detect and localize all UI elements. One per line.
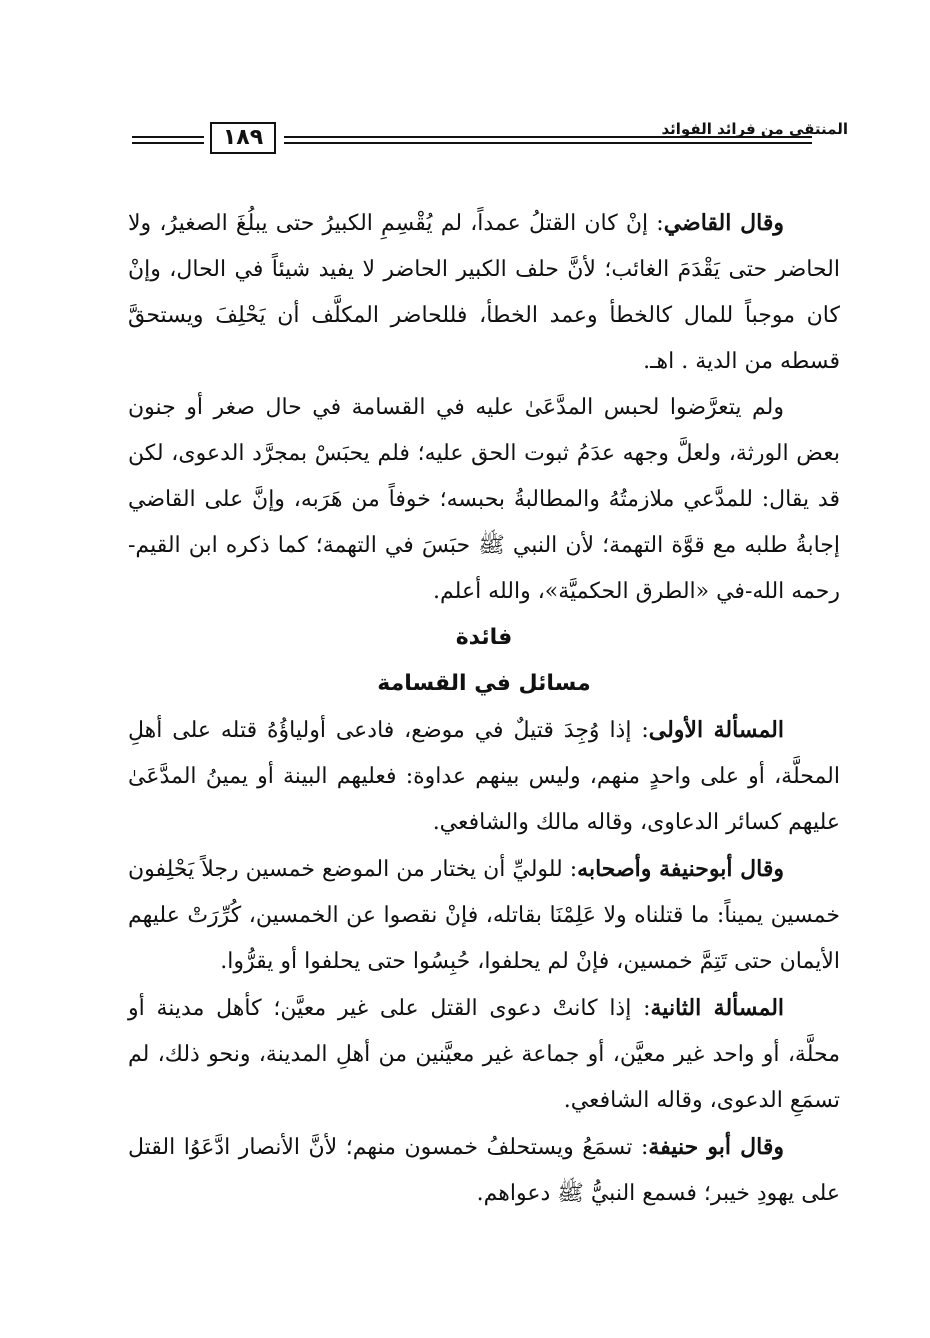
- paragraph-lead: وقال أبوحنيفة وأصحابه: [577, 856, 784, 882]
- page-number: ١٨٩: [210, 122, 276, 154]
- page-body: [128, 200, 840, 1217]
- paragraph-issue-two: [128, 985, 840, 1124]
- paragraph-text: : للوليِّ أن يختار من الموضع خمسين رجلاً يَحْلِفون خمسين يميناً: ما قتلناه ولا عَلِمْنَا بقاتله، فإنْ نقصوا عن الخمسين، كُرِّرَتْ عليهم الأيمان حتى تَتِمَّ خمسين، فإنْ لم يحلفوا، حُبِسُوا حتى يحلفوا أو يقرُّوا.: [128, 857, 840, 974]
- paragraph-lead: وقال أبو حنيفة: [648, 1134, 784, 1160]
- paragraph-detention: [128, 385, 840, 615]
- running-title: المنتقى من فرائد الفوائد: [661, 120, 848, 138]
- paragraph-issue-one: [128, 707, 840, 846]
- page-header: [132, 118, 848, 162]
- paragraph-text: : إذا وُجِدَ قتيلٌ في موضع، فادعى أولياؤُهُ قتله على أهلِ المحلَّة، أو على واحدٍ منهم، وليس بينهم عداوة: فعليهم البينة أو يمينُ المدَّعَىٰ عليهم كسائر الدعاوى، وقاله مالك والشافعي.: [128, 718, 840, 835]
- paragraph-text: : تسمَعُ ويستحلفُ خمسون منهم؛ لأنَّ الأنصار ادَّعَوُا القتل على يهودِ خيبر؛ فسمع النبيُّ ﷺ دعواهم.: [128, 1135, 840, 1206]
- paragraph-text: ولم يتعرَّضوا لحبس المدَّعَىٰ عليه في القسامة في حال صغر أو جنون بعض الورثة، ولعلَّ وجهه عدَمُ ثبوت الحق عليه؛ فلم يحبَسْ بمجرَّد الدعوى، لكن قد يقال: للمدَّعي ملازمتُهُ والمطالبةُ بحبسه؛ خوفاً من هَرَبه، وإنَّ على القاضي إجابةُ طلبه مع قوَّة التهمة؛ لأن النبي ﷺ حبَسَ في التهمة؛ كما ذكره ابن القيم-رحمه الله-في «الطرق الحكميَّة»، والله أعلم.: [128, 395, 840, 604]
- paragraph-lead: المسألة الأولى: [648, 717, 784, 743]
- paragraph-abu-hanifa: [128, 1124, 840, 1217]
- section-heading-faida: فائدة: [455, 625, 513, 650]
- section-heading-qasama: مسائل في القسامة: [377, 671, 591, 696]
- paragraph-text: : إذا كانتْ دعوى القتل على غير معيَّن؛ كأهل مدينة أو محلَّة، أو واحد غير معيَّن، أو جماعة غير معيَّنين من أهلِ المدينة، ونحو ذلك، لم تسمَعِ الدعوى، وقاله الشافعي.: [128, 996, 840, 1113]
- paragraph-abu-hanifa-companions: [128, 846, 840, 985]
- paragraph-text: : إنْ كان القتلُ عمداً، لم يُقْسِمِ الكبيرُ حتى يبلُغَ الصغيرُ، ولا الحاضر حتى يَقْدَمَ الغائب؛ لأنَّ حلف الكبير الحاضر لا يفيد شيئاً في الحال، وإنْ كان موجباً للمال كالخطأ وعمد الخطأ، فللحاضر المكلَّف أن يَحْلِفَ ويستحقَّ قسطه من الدية . اهـ.: [128, 211, 840, 374]
- paragraph-qadi: [128, 200, 840, 385]
- paragraph-lead: المسألة الثانية: [650, 995, 785, 1021]
- paragraph-lead: وقال القاضي: [663, 210, 784, 236]
- header-rule-left: [132, 136, 204, 144]
